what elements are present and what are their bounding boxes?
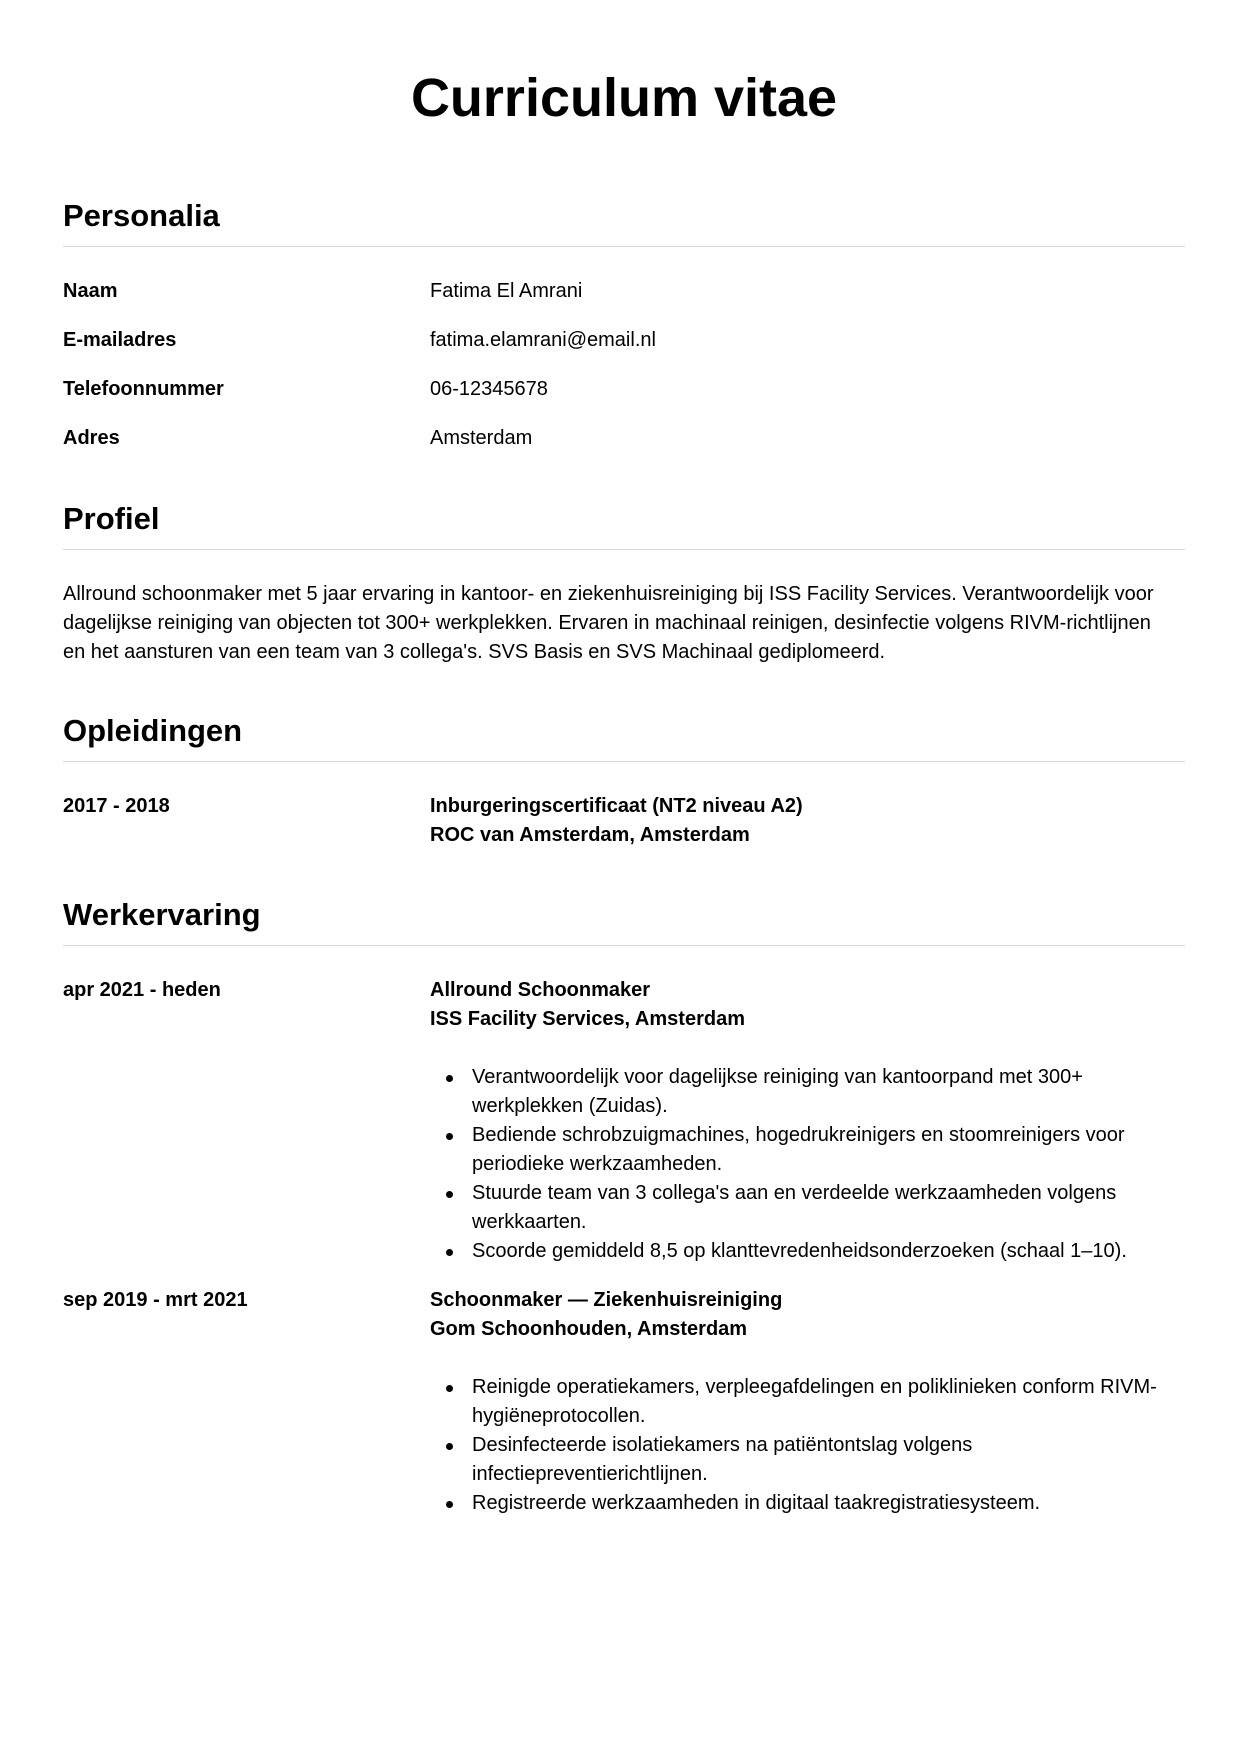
personalia-row-telefoon xyxy=(63,375,1185,404)
education-title: Inburgeringscertificaat (NT2 niveau A2) xyxy=(430,795,803,817)
job-period: sep 2019 - mrt 2021 xyxy=(63,1289,248,1311)
personalia-label: Adres xyxy=(63,427,120,449)
section-heading-werkervaring: Werkervaring xyxy=(63,897,261,932)
cv-page xyxy=(63,0,1185,1514)
section-divider xyxy=(63,549,1185,550)
duty-item: Reinigde operatiekamers, verpleegafdelingen en poliklinieken conform RIVM-hygiëneprotocollen. xyxy=(472,1373,1185,1431)
job-employer: Gom Schoonhouden, Amsterdam xyxy=(430,1318,748,1340)
document-title: Curriculum vitae xyxy=(410,68,838,128)
duty-item: Scoorde gemiddeld 8,5 op klanttevredenheidsonderzoeken (schaal 1–10). xyxy=(472,1237,1185,1266)
section-heading-opleidingen: Opleidingen xyxy=(63,713,243,748)
personalia-value: fatima.elamrani@email.nl xyxy=(430,329,656,351)
section-heading-profiel: Profiel xyxy=(63,501,160,536)
section-heading-personalia: Personalia xyxy=(63,198,220,233)
job-title: Schoonmaker — Ziekenhuisreiniging xyxy=(430,1289,783,1311)
personalia-label: E-mailadres xyxy=(63,329,177,351)
job-employer: ISS Facility Services, Amsterdam xyxy=(430,1008,745,1030)
duty-item: Desinfecteerde isolatiekamers na patiëntontslag volgens infectiepreventierichtlijnen. xyxy=(472,1431,1185,1489)
job-entry xyxy=(63,1286,1185,1518)
job-duties xyxy=(430,1373,1185,1518)
duty-item: Stuurde team van 3 collega's aan en verdeelde werkzaamheden volgens werkkaarten. xyxy=(472,1179,1185,1237)
duty-item: Registreerde werkzaamheden in digitaal taakregistratiesysteem. xyxy=(472,1489,1185,1518)
education-entry xyxy=(63,792,1185,850)
job-period: apr 2021 - heden xyxy=(63,979,221,1001)
section-divider xyxy=(63,761,1185,762)
personalia-value: Fatima El Amrani xyxy=(430,280,583,302)
section-werkervaring xyxy=(63,896,1185,1518)
personalia-row-email xyxy=(63,326,1185,355)
education-institution: ROC van Amsterdam, Amsterdam xyxy=(430,824,750,846)
section-divider xyxy=(63,246,1185,247)
duty-item: Bediende schrobzuigmachines, hogedrukreinigers en stoomreinigers voor periodieke werkzaamheden. xyxy=(472,1121,1185,1179)
personalia-row-naam xyxy=(63,277,1185,306)
education-period: 2017 - 2018 xyxy=(63,795,170,817)
section-profiel xyxy=(63,500,1185,667)
duty-item: Verantwoordelijk voor dagelijkse reiniging van kantoorpand met 300+ werkplekken (Zuidas). xyxy=(472,1063,1185,1121)
personalia-value: Amsterdam xyxy=(430,427,533,449)
personalia-value: 06-12345678 xyxy=(430,378,548,400)
profile-text: Allround schoonmaker met 5 jaar ervaring in kantoor- en ziekenhuisreiniging bij ISS Facility Services. Verantwoordelijk voor dagelijkse reiniging van objecten tot 300+ werkplekken. Ervaren in machinaal reinigen, desinfectie volgens RIVM-richtlijnen en het aansturen van een team van 3 collega's. SVS Basis en SVS Machinaal gediplomeerd. xyxy=(63,583,1154,663)
personalia-label: Telefoonnummer xyxy=(63,378,224,400)
job-duties xyxy=(430,1063,1185,1266)
section-opleidingen xyxy=(63,712,1185,850)
job-entry xyxy=(63,976,1185,1266)
personalia-label: Naam xyxy=(63,280,118,302)
personalia-row-adres xyxy=(63,424,1185,453)
section-divider xyxy=(63,945,1185,946)
job-title: Allround Schoonmaker xyxy=(430,979,651,1001)
section-personalia xyxy=(63,197,1185,453)
